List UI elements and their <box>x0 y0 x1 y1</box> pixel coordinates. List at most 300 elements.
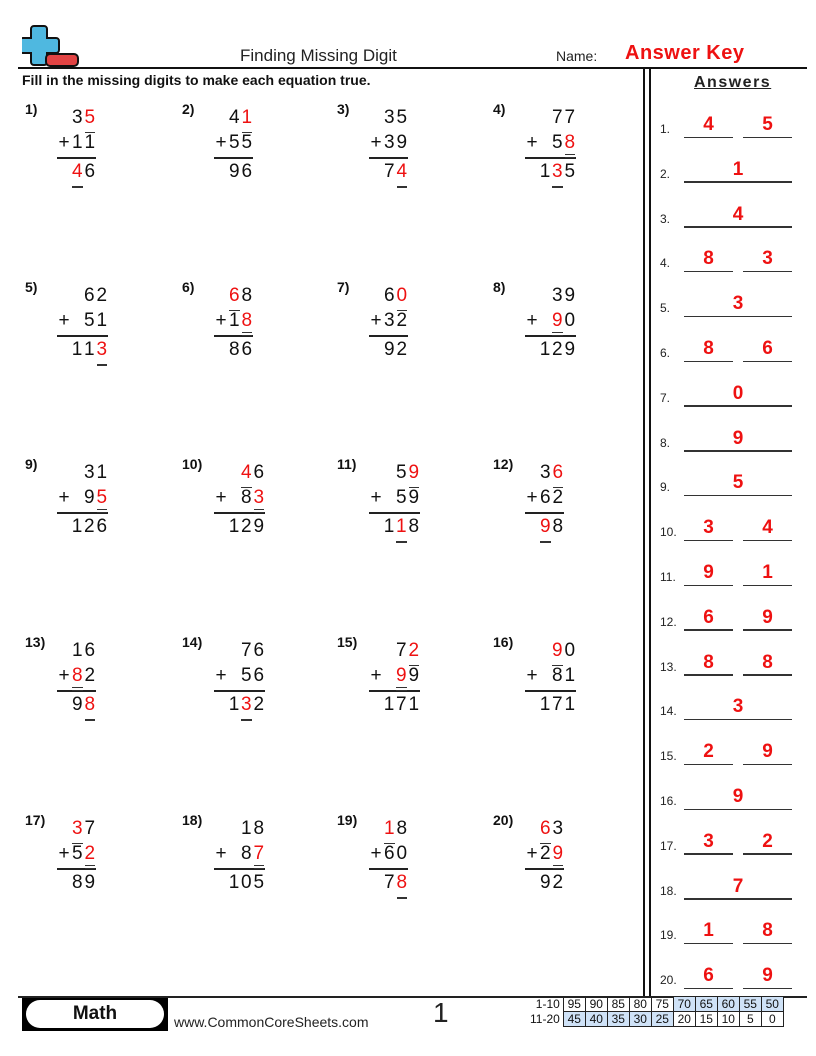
digit: 7 <box>395 640 407 661</box>
plus-sign: + <box>58 310 70 331</box>
sum-line <box>214 157 253 159</box>
digit: 9 <box>564 285 576 306</box>
problem-19 <box>337 812 487 912</box>
top-row <box>214 285 253 310</box>
plus-sign: + <box>215 310 227 331</box>
digit <box>539 107 551 129</box>
digit <box>71 462 83 484</box>
digit: 6 <box>241 160 253 182</box>
answer-number: 12. <box>660 614 677 629</box>
answer-blank <box>684 271 733 273</box>
answer-blank <box>743 629 792 631</box>
problem-number: 5) <box>25 279 38 295</box>
digit: 9 <box>408 487 420 508</box>
digit: 1 <box>228 515 240 537</box>
plus-sign: + <box>526 132 538 153</box>
plus-sign: + <box>58 132 70 153</box>
digit <box>57 462 71 484</box>
answer-blank <box>684 674 733 676</box>
score-cell: 25 <box>651 1012 673 1027</box>
problem-7 <box>337 279 487 379</box>
digit: 8 <box>552 515 564 537</box>
digit <box>228 843 240 865</box>
digit: 5 <box>228 132 240 153</box>
missing-digit: 8 <box>564 132 577 154</box>
digit <box>383 640 395 662</box>
answer-blank <box>743 361 792 363</box>
digit: 8 <box>228 338 240 360</box>
answer-value: 4 <box>703 114 714 135</box>
missing-digit: 5 <box>84 107 97 129</box>
answer-number: 14. <box>660 704 677 719</box>
answer-number: 5. <box>660 301 671 316</box>
name-value: Answer Key <box>625 42 745 64</box>
digit <box>214 462 228 484</box>
sum-row <box>369 516 420 541</box>
digit: 1 <box>564 665 576 686</box>
sum-row <box>57 339 108 364</box>
missing-digit: 4 <box>71 161 84 183</box>
answer-number: 11. <box>660 570 676 584</box>
problem-number: 13) <box>25 634 46 650</box>
digit: 3 <box>383 310 395 331</box>
sum-line <box>57 335 108 337</box>
digit: 6 <box>253 462 265 483</box>
answer-item-12 <box>660 601 792 631</box>
answer-value: 4 <box>762 517 773 539</box>
problem-11 <box>337 456 487 556</box>
digit <box>57 640 71 662</box>
answer-item-16 <box>660 780 792 810</box>
sum-line <box>57 157 96 159</box>
mid-row <box>214 310 253 335</box>
answer-number: 20. <box>660 973 677 988</box>
problem-20 <box>493 812 643 912</box>
score-row <box>527 997 783 1012</box>
problem-number: 10) <box>182 456 203 472</box>
top-row <box>214 462 265 487</box>
answer-blank <box>743 764 792 766</box>
worksheet-title: Finding Missing Digit <box>240 46 397 65</box>
answers-divider <box>649 68 651 996</box>
plus-sign: + <box>526 665 538 686</box>
digit: 7 <box>383 160 395 182</box>
answer-value: 3 <box>732 293 744 315</box>
problem-number: 11) <box>337 456 357 472</box>
answer-item-11 <box>660 556 792 586</box>
digit <box>369 516 383 538</box>
mid-row <box>369 843 408 868</box>
digit <box>525 285 539 307</box>
missing-digit: 1 <box>241 107 254 129</box>
plus-sign: + <box>370 665 382 686</box>
digit: 7 <box>395 693 407 715</box>
top-row <box>369 640 420 665</box>
digit: 6 <box>383 843 395 864</box>
digit: 8 <box>408 515 420 537</box>
mid-row <box>369 132 408 157</box>
answer-number: 3. <box>660 211 671 226</box>
problem-3 <box>337 101 487 201</box>
digit: 7 <box>551 107 563 128</box>
answer-value: 2 <box>703 741 714 763</box>
answer-value: 3 <box>703 830 714 852</box>
answer-number: 7. <box>660 390 671 405</box>
top-row <box>214 640 265 665</box>
digit: 2 <box>84 665 96 686</box>
top-row <box>369 107 408 132</box>
website-link[interactable]: www.CommonCoreSheets.com <box>174 1014 369 1030</box>
digit <box>369 694 383 716</box>
answer-item-20 <box>660 959 792 989</box>
digit: 1 <box>83 338 95 360</box>
digit: 9 <box>383 338 395 360</box>
problem-number: 14) <box>182 634 203 650</box>
digit <box>525 694 539 716</box>
missing-digit: 3 <box>71 818 84 840</box>
answer-number: 19. <box>660 928 677 943</box>
digit <box>383 487 395 509</box>
answer-value: 9 <box>762 606 773 628</box>
answer-value: 8 <box>762 920 773 942</box>
digit: 1 <box>539 160 551 182</box>
digit <box>525 640 539 662</box>
digit: 1 <box>96 310 108 331</box>
answer-value: 8 <box>703 338 714 359</box>
mid-row <box>525 665 576 690</box>
score-cell: 50 <box>761 997 783 1012</box>
digit: 2 <box>552 487 564 508</box>
answer-number: 15. <box>660 749 677 764</box>
problem-4 <box>493 101 643 201</box>
answer-number: 17. <box>660 838 677 853</box>
answer-blank <box>743 271 792 273</box>
problem-17 <box>25 812 175 912</box>
digit: 2 <box>539 843 551 864</box>
top-row <box>525 818 564 843</box>
digit: 8 <box>551 665 563 686</box>
score-cell: 75 <box>651 997 673 1012</box>
top-row <box>369 462 420 487</box>
top-row <box>57 462 108 487</box>
problem-number: 7) <box>337 279 350 295</box>
answer-value: 5 <box>732 472 744 494</box>
answer-value: 8 <box>762 651 773 673</box>
missing-digit: 8 <box>396 872 409 894</box>
answer-item-17 <box>660 825 792 855</box>
digit <box>214 107 228 129</box>
digit: 2 <box>240 515 252 537</box>
score-cell: 45 <box>563 1012 585 1027</box>
missing-digit: 9 <box>408 462 421 484</box>
mid-row <box>214 132 253 157</box>
answer-value: 1 <box>703 920 714 942</box>
digit: 6 <box>383 285 395 306</box>
sum-line <box>369 157 408 159</box>
answer-item-1 <box>660 108 792 138</box>
answer-blank <box>743 943 792 945</box>
digit <box>57 818 71 840</box>
answer-blank <box>684 853 733 855</box>
answer-value: 1 <box>732 158 744 180</box>
digit: 1 <box>383 693 395 715</box>
score-cell: 55 <box>739 997 761 1012</box>
score-cell: 65 <box>695 997 717 1012</box>
missing-digit: 9 <box>539 516 552 538</box>
problem-number: 12) <box>493 456 514 472</box>
digit <box>525 107 539 129</box>
missing-digit: 8 <box>241 310 254 332</box>
top-row <box>525 640 576 665</box>
digit <box>228 665 240 687</box>
answer-blank <box>684 226 792 228</box>
digit: 7 <box>564 107 576 128</box>
digit: 1 <box>228 693 240 715</box>
answer-value: 9 <box>732 786 744 807</box>
digit: 9 <box>83 487 95 508</box>
digit: 6 <box>241 338 253 360</box>
missing-digit: 9 <box>395 665 408 687</box>
problem-number: 19) <box>337 812 358 828</box>
digit <box>214 872 228 894</box>
problem-14 <box>182 634 332 734</box>
sum-row <box>525 516 564 541</box>
missing-digit: 0 <box>396 285 409 307</box>
digit: 3 <box>71 107 83 128</box>
top-row <box>57 818 96 843</box>
missing-digit: 3 <box>253 487 266 509</box>
answer-value: 3 <box>703 517 714 539</box>
problem-number: 3) <box>337 101 350 117</box>
answer-value: 9 <box>732 427 744 449</box>
sum-row <box>525 339 576 364</box>
problem-6 <box>182 279 332 379</box>
digit: 2 <box>96 285 108 306</box>
answer-number: 10. <box>660 525 677 540</box>
plus-sign: + <box>370 487 382 508</box>
problem-18 <box>182 812 332 912</box>
digit: 1 <box>228 310 240 331</box>
answer-blank <box>743 988 792 990</box>
answer-item-14 <box>660 690 792 720</box>
score-range-label: 11-20 <box>530 1012 560 1026</box>
sum-row <box>525 694 576 719</box>
missing-digit: 8 <box>71 665 84 687</box>
answer-blank <box>684 361 733 363</box>
top-row <box>214 818 265 843</box>
plus-sign: + <box>526 487 538 508</box>
missing-digit: 9 <box>552 843 565 865</box>
mid-row <box>57 487 108 512</box>
plus-sign: + <box>370 132 382 153</box>
plus-sign: + <box>215 132 227 153</box>
score-table <box>527 996 784 1027</box>
top-row <box>214 107 253 132</box>
digit: 8 <box>241 285 253 306</box>
answer-blank <box>743 674 792 676</box>
digit: 3 <box>539 462 551 483</box>
problem-15 <box>337 634 487 734</box>
mid-row <box>214 843 265 868</box>
sum-line <box>369 335 408 337</box>
digit: 6 <box>253 665 265 686</box>
missing-digit: 1 <box>383 818 396 840</box>
digit: 7 <box>84 818 96 839</box>
answer-value: 2 <box>762 830 773 852</box>
answer-value: 1 <box>762 562 773 583</box>
problem-number: 6) <box>182 279 195 295</box>
digit: 1 <box>71 338 83 360</box>
answer-value: 9 <box>762 741 773 763</box>
digit: 6 <box>84 160 96 182</box>
plus-sign: + <box>58 843 70 864</box>
sum-row <box>369 161 408 186</box>
digit: 9 <box>396 132 408 153</box>
sum-line <box>525 690 576 692</box>
answer-number: 18. <box>660 883 677 898</box>
score-cell: 40 <box>585 1012 607 1027</box>
mid-row <box>525 310 576 335</box>
digit <box>369 161 383 183</box>
answer-number: 4. <box>660 256 671 271</box>
digit <box>214 161 228 183</box>
missing-digit: 9 <box>551 640 564 662</box>
digit <box>539 132 551 154</box>
plus-sign: + <box>215 487 227 508</box>
sum-line <box>369 690 420 692</box>
digit: 1 <box>84 132 96 153</box>
sum-row <box>214 694 265 719</box>
digit: 3 <box>83 462 95 483</box>
digit <box>71 310 83 332</box>
digit: 8 <box>253 818 265 839</box>
top-row <box>369 818 408 843</box>
answer-number: 6. <box>660 346 671 360</box>
sum-row <box>57 161 96 186</box>
digit: 9 <box>84 871 96 893</box>
digit <box>71 285 83 307</box>
digit: 2 <box>253 693 265 715</box>
answer-blank <box>684 988 733 990</box>
digit <box>71 487 83 509</box>
sum-row <box>369 872 408 897</box>
digit: 0 <box>240 871 252 893</box>
digit <box>369 872 383 894</box>
digit: 0 <box>564 640 576 661</box>
sum-row <box>214 161 253 186</box>
digit <box>214 640 228 662</box>
missing-digit: 9 <box>551 310 564 332</box>
digit: 1 <box>71 515 83 537</box>
digit <box>214 339 228 361</box>
answer-item-6 <box>660 332 792 362</box>
plus-sign: + <box>370 310 382 331</box>
digit: 2 <box>551 338 563 360</box>
mid-row <box>57 665 96 690</box>
digit: 1 <box>96 462 108 483</box>
answer-value: 7 <box>732 875 744 897</box>
digit <box>369 107 383 129</box>
digit: 8 <box>240 843 252 864</box>
answer-item-7 <box>660 377 792 407</box>
digit: 5 <box>71 843 83 864</box>
digit: 6 <box>539 487 551 508</box>
sum-row <box>214 339 253 364</box>
digit: 9 <box>253 515 265 537</box>
mid-row <box>525 487 564 512</box>
score-cell: 80 <box>629 997 651 1012</box>
digit <box>525 161 539 183</box>
answer-item-2 <box>660 153 792 183</box>
answer-blank <box>743 585 792 587</box>
plus-sign: + <box>58 487 70 508</box>
score-cell: 5 <box>739 1012 761 1027</box>
missing-digit: 8 <box>84 694 97 716</box>
digit: 9 <box>408 665 420 686</box>
digit <box>214 516 228 538</box>
digit <box>214 818 228 840</box>
answer-value: 3 <box>732 696 744 718</box>
answer-item-5 <box>660 287 792 317</box>
digit <box>525 462 539 484</box>
digit: 5 <box>396 107 408 128</box>
answer-value: 9 <box>762 965 773 987</box>
problem-8 <box>493 279 643 379</box>
name-label: Name: <box>556 48 598 64</box>
score-cell: 15 <box>695 1012 717 1027</box>
digit <box>369 462 383 484</box>
digit <box>57 107 71 129</box>
score-cell: 35 <box>607 1012 629 1027</box>
digit <box>525 872 539 894</box>
top-row <box>57 107 96 132</box>
digit <box>539 665 551 687</box>
missing-digit: 3 <box>96 339 109 361</box>
problem-number: 17) <box>25 812 46 828</box>
problem-number: 8) <box>493 279 506 295</box>
mid-row <box>369 487 420 512</box>
answer-blank <box>684 181 792 183</box>
answer-blank <box>684 809 792 811</box>
mid-row <box>57 310 108 335</box>
digit: 1 <box>71 132 83 153</box>
digit: 4 <box>228 107 240 128</box>
missing-digit: 7 <box>253 843 266 865</box>
digit: 3 <box>551 285 563 306</box>
digit <box>57 694 71 716</box>
digit: 2 <box>83 515 95 537</box>
digit: 6 <box>83 285 95 306</box>
answer-blank <box>743 137 792 139</box>
mid-row <box>525 843 564 868</box>
problem-number: 1) <box>25 101 38 117</box>
digit <box>57 161 71 183</box>
answer-item-13 <box>660 646 792 676</box>
answer-blank <box>684 316 792 318</box>
score-cell: 90 <box>585 997 607 1012</box>
plus-sign: + <box>370 843 382 864</box>
mid-row <box>525 132 576 157</box>
problem-number: 20) <box>493 812 514 828</box>
answer-blank <box>684 943 733 945</box>
digit <box>369 818 383 840</box>
answer-blank <box>684 764 733 766</box>
digit: 3 <box>383 132 395 153</box>
answer-value: 6 <box>762 338 773 359</box>
answer-value: 5 <box>762 114 773 135</box>
answer-value: 3 <box>762 248 773 270</box>
digit: 7 <box>383 871 395 893</box>
